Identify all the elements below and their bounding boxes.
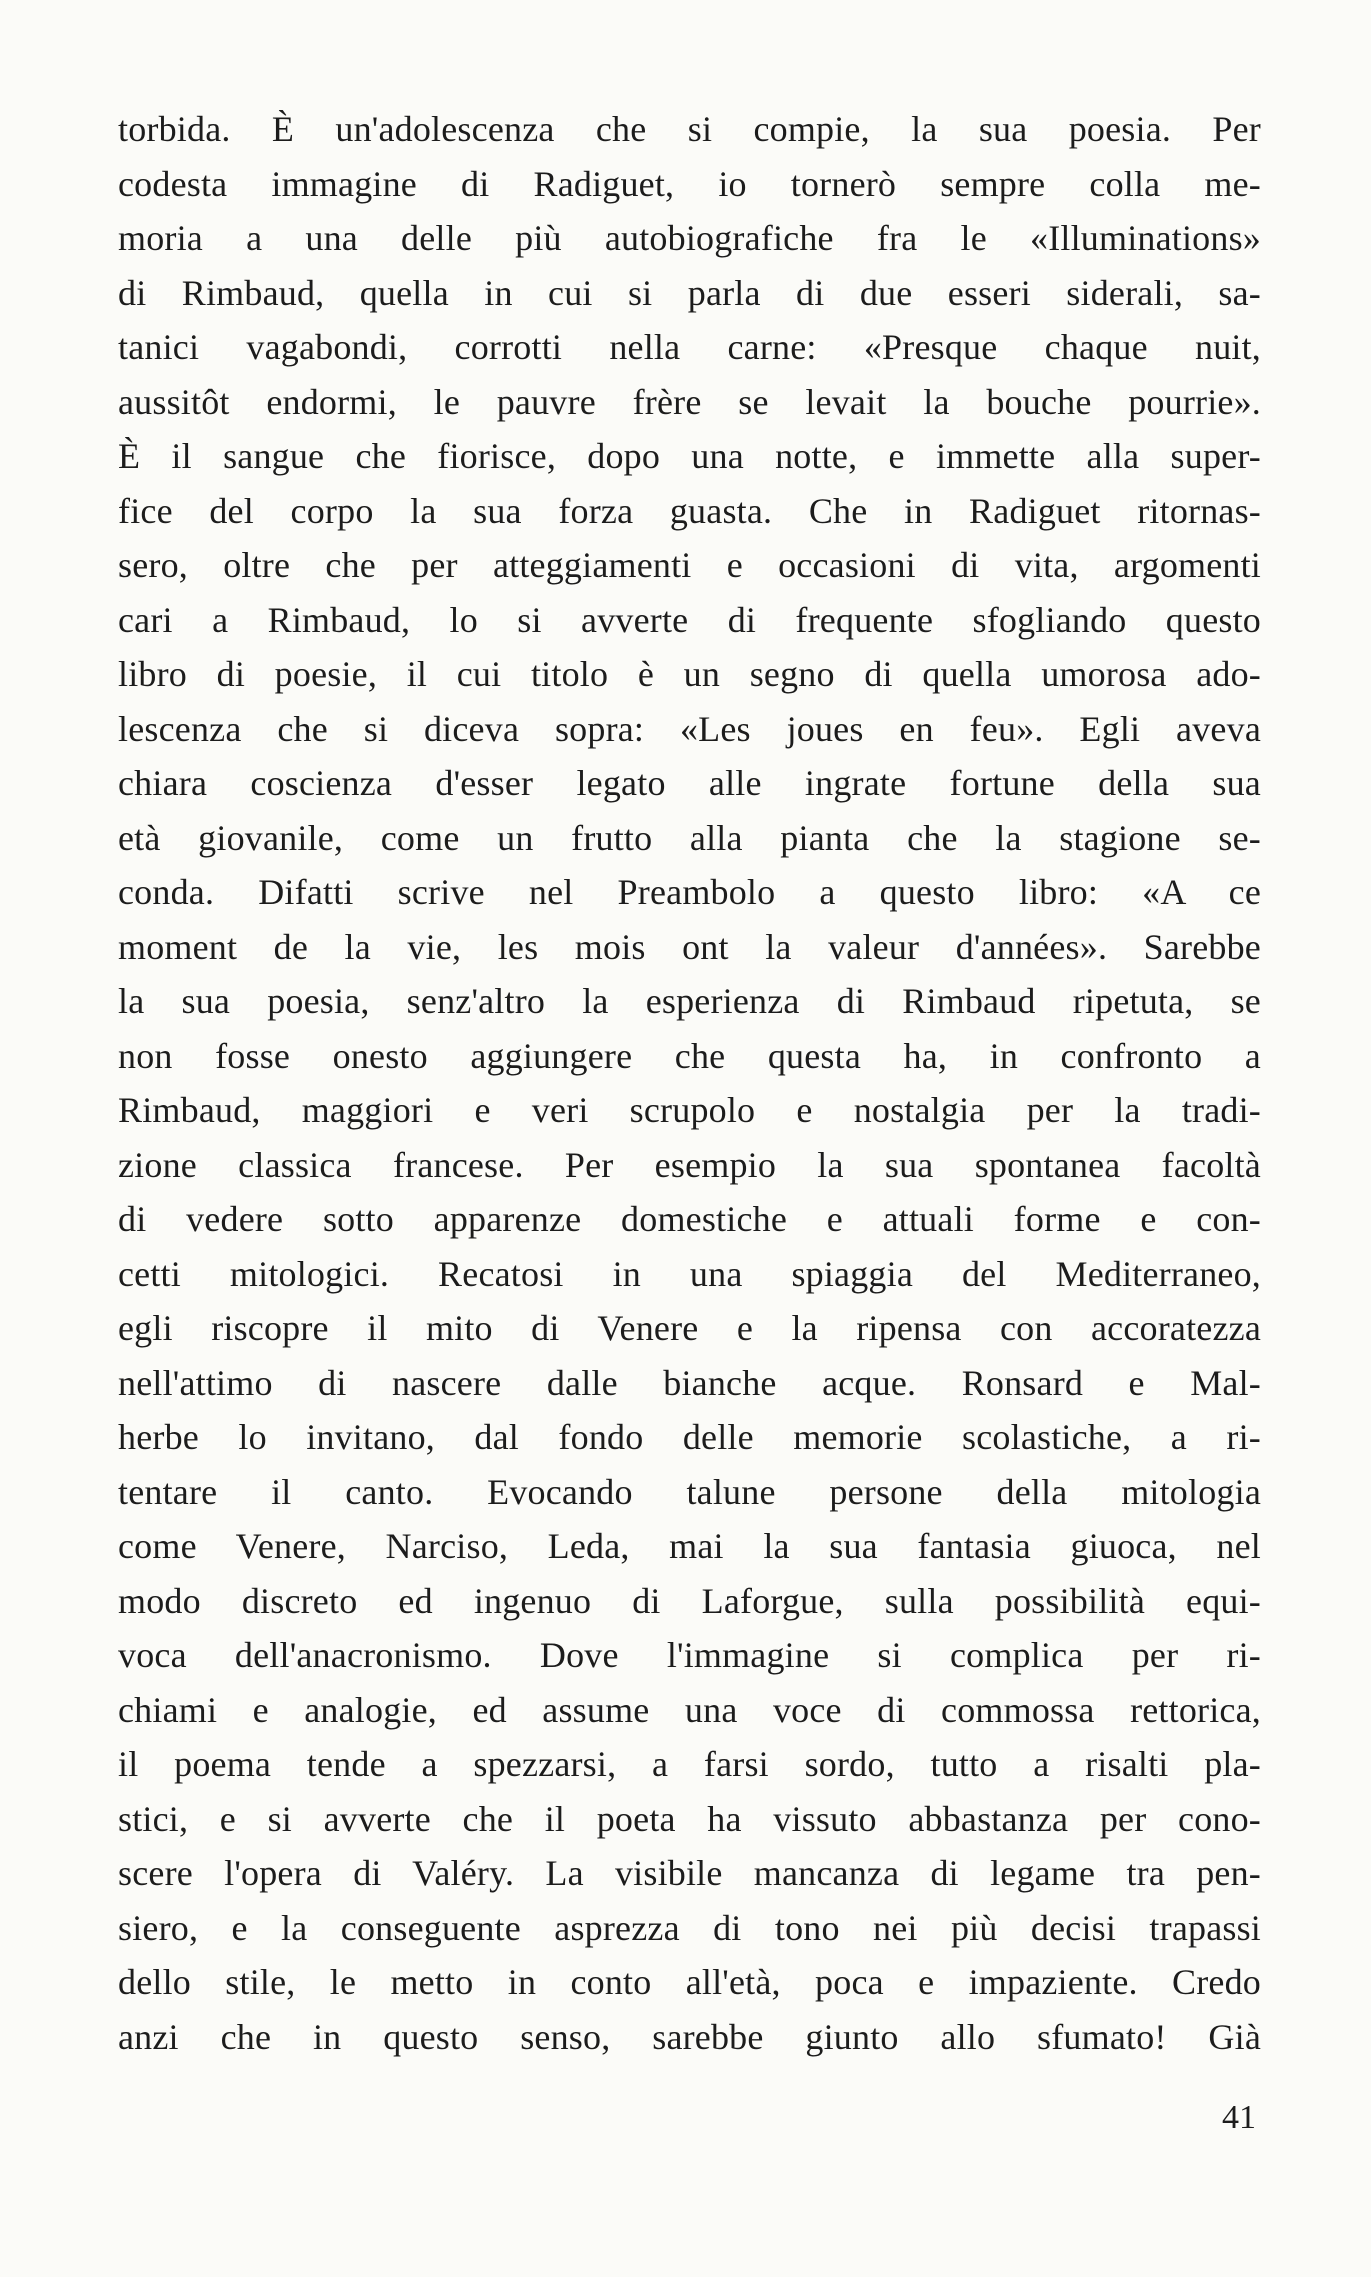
text-line-9: sero, oltre che per atteggiamenti e occasioni di vita, argomenti — [118, 545, 1261, 585]
text-line-17: la sua poesia, senz'altro la esperienza di Rimbaud ripetuta, se — [118, 981, 1261, 1021]
text-line-12: lescenza che si diceva sopra: «Les joues en feu». Egli aveva — [118, 708, 1261, 749]
text-line-33: scere l'opera di Valéry. La visibile mancanza di legame tra pen- — [118, 1853, 1261, 1893]
text-line-13: chiara coscienza d'esser legato alle ingrate fortune della sua — [118, 763, 1261, 803]
text-line-20: zione classica francese. Per esempio la sua spontanea facoltà — [118, 1144, 1261, 1185]
text-line-35: dello stile, le metto in conto all'età, poca e impaziente. Credo — [118, 1962, 1261, 2002]
text-line-24: nell'attimo di nascere dalle bianche acque. Ronsard e Mal- — [118, 1362, 1261, 1403]
text-line-3: moria a una delle più autobiografiche fra le «Illuminations» — [118, 218, 1261, 258]
text-line-1: torbida. È un'adolescenza che si compie, la sua poesia. Per — [118, 109, 1261, 149]
text-line-19: Rimbaud, maggiori e veri scrupolo e nostalgia per la tradi- — [118, 1090, 1261, 1130]
text-line-32: stici, e si avverte che il poeta ha vissuto abbastanza per cono- — [118, 1798, 1261, 1839]
text-line-7: È il sangue che fiorisce, dopo una notte, e immette alla super- — [118, 436, 1261, 476]
text-line-29: voca dell'anacronismo. Dove l'immagine si complica per ri- — [118, 1635, 1261, 1675]
text-line-4: di Rimbaud, quella in cui si parla di due esseri siderali, sa- — [118, 272, 1261, 313]
page-number: 41 — [1222, 2099, 1256, 2136]
text-line-23: egli riscopre il mito di Venere e la ripensa con accoratezza — [118, 1308, 1261, 1348]
text-line-16: moment de la vie, les mois ont la valeur d'années». Sarebbe — [118, 926, 1261, 967]
text-line-15: conda. Difatti scrive nel Preambolo a questo libro: «A ce — [118, 872, 1261, 912]
text-line-10: cari a Rimbaud, lo si avverte di frequente sfogliando questo — [118, 599, 1261, 640]
text-line-25: herbe lo invitano, dal fondo delle memorie scolastiche, a ri- — [118, 1417, 1261, 1457]
text-line-22: cetti mitologici. Recatosi in una spiaggia del Mediterraneo, — [118, 1253, 1261, 1294]
text-line-8: fice del corpo la sua forza guasta. Che in Radiguet ritornas- — [118, 490, 1261, 531]
body-text — [118, 102, 1261, 2064]
text-line-2: codesta immagine di Radiguet, io tornerò sempre colla me- — [118, 163, 1261, 204]
text-line-11: libro di poesie, il cui titolo è un segno di quella umorosa ado- — [118, 654, 1261, 694]
text-line-21: di vedere sotto apparenze domestiche e attuali forme e con- — [118, 1199, 1261, 1239]
text-line-6: aussitôt endormi, le pauvre frère se levait la bouche pourrie». — [118, 381, 1261, 422]
text-line-5: tanici vagabondi, corrotti nella carne: «Presque chaque nuit, — [118, 327, 1261, 367]
text-line-28: modo discreto ed ingenuo di Laforgue, sulla possibilità equi- — [118, 1580, 1261, 1621]
text-line-30: chiami e analogie, ed assume una voce di commossa rettorica, — [118, 1689, 1261, 1730]
text-line-27: come Venere, Narciso, Leda, mai la sua fantasia giuoca, nel — [118, 1526, 1261, 1566]
text-line-34: siero, e la conseguente asprezza di tono nei più decisi trapassi — [118, 1907, 1261, 1948]
text-line-14: età giovanile, come un frutto alla pianta che la stagione se- — [118, 817, 1261, 858]
text-line-26: tentare il canto. Evocando talune persone della mitologia — [118, 1471, 1261, 1512]
text-line-36: anzi che in questo senso, sarebbe giunto allo sfumato! Già — [118, 2016, 1261, 2057]
text-line-18: non fosse onesto aggiungere che questa ha, in confronto a — [118, 1035, 1261, 1076]
text-line-31: il poema tende a spezzarsi, a farsi sordo, tutto a risalti pla- — [118, 1744, 1261, 1784]
